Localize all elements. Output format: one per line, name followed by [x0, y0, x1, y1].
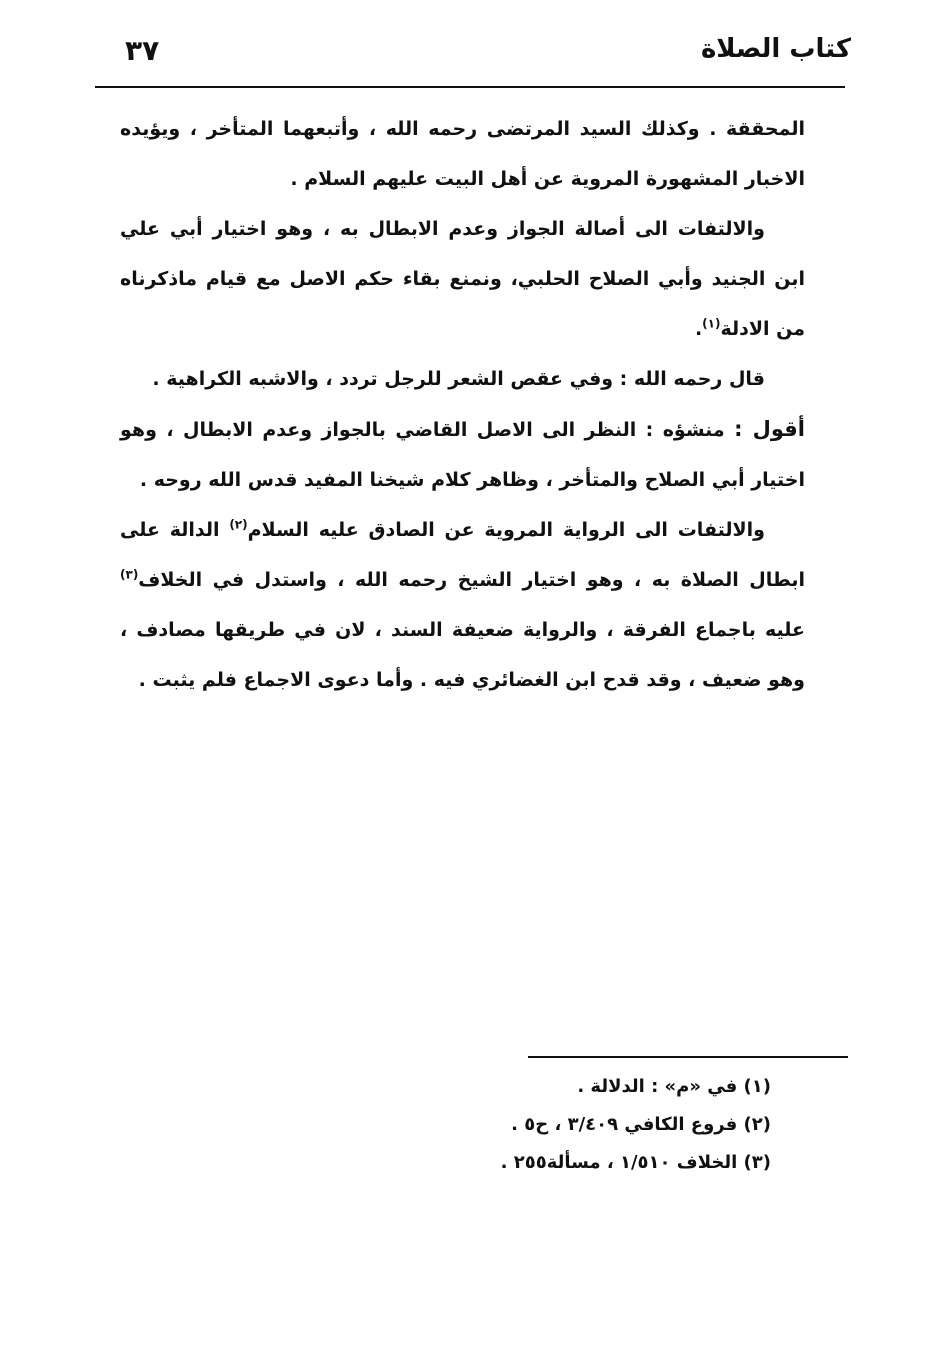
page-header: [95, 28, 851, 78]
footnote-ref-1[interactable]: (١): [702, 316, 721, 331]
paragraph-3: [120, 354, 805, 404]
header-divider: [95, 86, 845, 88]
footnote-1: (١) في «م» : الدلالة .: [577, 1076, 771, 1097]
paragraph-1: [120, 104, 805, 204]
paragraph-2-text: والالتفات الى أصالة الجواز وعدم الابطال به ، وهو اختيار أبي علي ابن الجنيد وأبي الصلاح الحلبي، ونمنع بقاء حكم الاصل مع قيام ماذكرناه من الادلة: [120, 218, 805, 340]
paragraph-5-text-b: الدالة على ابطال الصلاة به ، وهو اختيار الشيخ رحمه الله ، واستدل في الخلاف: [120, 519, 805, 591]
page-number: ٣٧: [125, 34, 160, 67]
paragraph-4-lead: أقول :: [734, 417, 806, 441]
paragraph-4-text: منشؤه : النظر الى الاصل القاضي بالجواز وعدم الابطال ، وهو اختيار أبي الصلاح والمتأخر ، وظاهر كلام شيخنا المفيد قدس الله روحه .: [120, 419, 805, 491]
running-title: كتاب الصلاة: [700, 34, 851, 64]
footnotes: [400, 1068, 771, 1182]
paragraph-2-end: .: [694, 318, 703, 340]
footnote-ref-2[interactable]: (٢): [229, 517, 248, 532]
main-text: [120, 104, 805, 705]
footnote-ref-3[interactable]: (٣): [120, 567, 139, 582]
paragraph-2: [120, 204, 805, 354]
paragraph-4: [120, 404, 805, 505]
paragraph-3-text: قال رحمه الله : وفي عقص الشعر للرجل تردد ، والاشبه الكراهية .: [152, 368, 765, 390]
footnote-divider: [528, 1056, 848, 1058]
footnote-2: (٢) فروع الكافي ٣/٤٠٩ ، ح٥ .: [511, 1114, 771, 1135]
paragraph-5: [120, 505, 805, 705]
paragraph-1-text: المحققة . وكذلك السيد المرتضى رحمه الله ، وأتبعهما المتأخر ، ويؤيده الاخبار المشهورة المروية عن أهل البيت عليهم السلام .: [120, 118, 805, 190]
footnote-3: (٣) الخلاف ١/٥١٠ ، مسألة٢٥٥ .: [500, 1152, 771, 1173]
paragraph-5-text-c: عليه باجماع الفرقة ، والرواية ضعيفة السند ، لان في طريقها مصادف ، وهو ضعيف ، وقد قدح ابن الغضائري فيه . وأما دعوى الاجماع فلم يثبت .: [120, 619, 805, 691]
paragraph-5-text-a: والالتفات الى الرواية المروية عن الصادق عليه السلام: [247, 519, 765, 541]
